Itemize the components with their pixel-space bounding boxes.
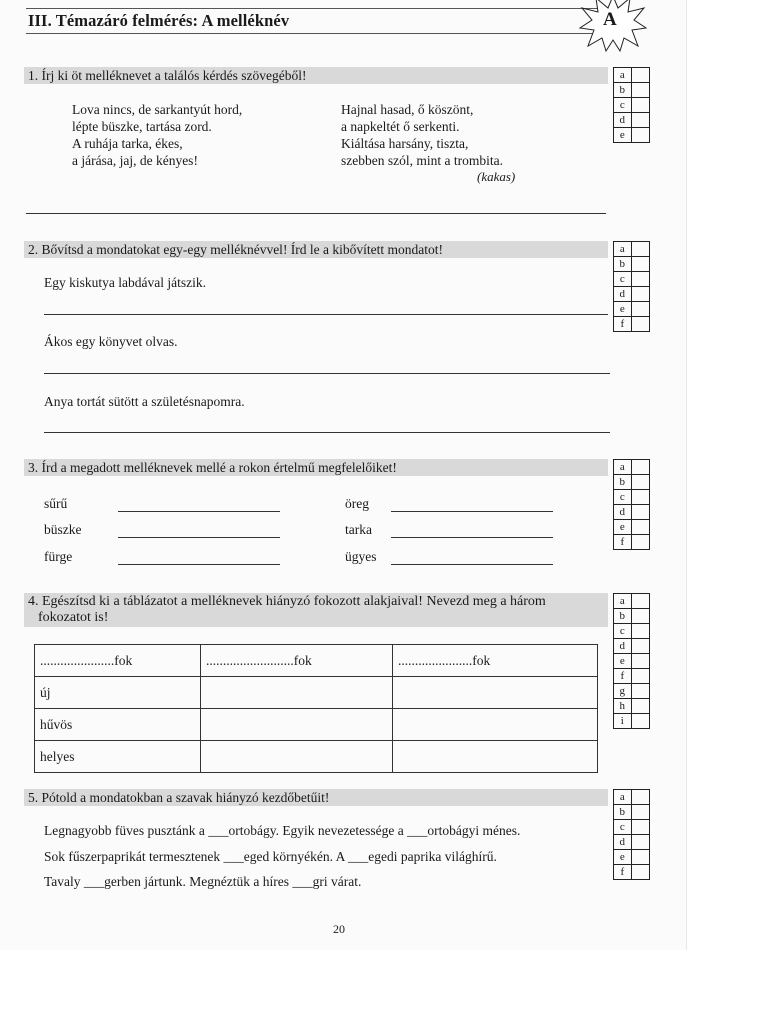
- score-row: [614, 684, 650, 699]
- score-letter: c: [614, 98, 632, 113]
- score-row: [614, 242, 650, 257]
- score-letter: a: [614, 68, 632, 83]
- score-letter: d: [614, 835, 632, 850]
- poem-line: szebben szól, mint a trombita.: [341, 153, 503, 168]
- sentence: Ákos egy könyvet olvas.: [44, 334, 178, 349]
- table-row: [35, 677, 598, 709]
- answer-line[interactable]: [118, 511, 280, 512]
- task-5-score-box: [613, 789, 650, 880]
- score-cell[interactable]: [631, 790, 649, 805]
- score-row: [614, 639, 650, 654]
- task-2-prompt: 2. Bővítsd a mondatokat egy-egy melléknévvel! Írd le a kibővített mondatot!: [24, 241, 608, 258]
- score-cell[interactable]: [631, 475, 649, 490]
- table-header-row: [35, 645, 598, 677]
- score-cell[interactable]: [631, 639, 649, 654]
- score-row: [614, 287, 650, 302]
- degree-header-cell[interactable]: ......................fok: [35, 645, 201, 677]
- score-letter: c: [614, 272, 632, 287]
- poem-line: Lova nincs, de sarkantyút hord,: [72, 102, 243, 117]
- task-4-prompt: [24, 593, 608, 627]
- score-cell[interactable]: [631, 520, 649, 535]
- score-row: [614, 302, 650, 317]
- adjective: ügyes: [345, 549, 377, 564]
- adjective: büszke: [44, 522, 82, 537]
- score-row: [614, 520, 650, 535]
- score-cell[interactable]: [631, 490, 649, 505]
- degree-header-cell[interactable]: ......................fok: [393, 645, 598, 677]
- score-letter: f: [614, 317, 632, 332]
- score-cell[interactable]: [631, 257, 649, 272]
- degree-header-cell[interactable]: ..........................fok: [201, 645, 393, 677]
- score-letter: e: [614, 128, 632, 143]
- score-cell[interactable]: [631, 669, 649, 684]
- poem-line: Kiáltása harsány, tiszta,: [341, 136, 469, 151]
- table-row: [35, 709, 598, 741]
- score-row: [614, 83, 650, 98]
- score-row: [614, 654, 650, 669]
- score-letter: e: [614, 850, 632, 865]
- score-letter: b: [614, 609, 632, 624]
- score-cell[interactable]: [631, 460, 649, 475]
- task-4-score-box: [613, 593, 650, 729]
- score-cell[interactable]: [631, 287, 649, 302]
- adjective: tarka: [345, 522, 372, 537]
- score-cell[interactable]: [631, 302, 649, 317]
- adjective-cell: helyes: [35, 741, 201, 773]
- poem-line: Hajnal hasad, ő köszönt,: [341, 102, 474, 117]
- score-row: [614, 820, 650, 835]
- score-cell[interactable]: [631, 865, 649, 880]
- score-row: [614, 790, 650, 805]
- score-row: [614, 98, 650, 113]
- adjective: sűrű: [44, 496, 68, 511]
- score-cell[interactable]: [631, 535, 649, 550]
- score-letter: h: [614, 699, 632, 714]
- task-3-prompt: 3. Írd a megadott melléknevek mellé a rokon értelmű megfelelőiket!: [24, 459, 608, 476]
- score-row: [614, 128, 650, 143]
- score-cell[interactable]: [631, 714, 649, 729]
- answer-cell[interactable]: [393, 709, 598, 741]
- score-row: [614, 835, 650, 850]
- task-4-prompt-line2: fokozatot is!: [38, 610, 109, 625]
- score-letter: a: [614, 594, 632, 609]
- adjective-cell: új: [35, 677, 201, 709]
- poem-line: a járása, jaj, de kényes!: [72, 153, 198, 168]
- task-2-score-box: [613, 241, 650, 332]
- score-row: [614, 850, 650, 865]
- score-letter: e: [614, 654, 632, 669]
- answer-line[interactable]: [44, 314, 608, 315]
- score-row: [614, 490, 650, 505]
- score-letter: c: [614, 820, 632, 835]
- sentence: Anya tortát sütött a születésnapomra.: [44, 394, 245, 409]
- score-cell[interactable]: [631, 317, 649, 332]
- score-cell[interactable]: [631, 113, 649, 128]
- score-letter: d: [614, 505, 632, 520]
- score-row: [614, 475, 650, 490]
- page-number: 20: [333, 922, 345, 936]
- score-cell[interactable]: [631, 624, 649, 639]
- score-row: [614, 714, 650, 729]
- score-cell[interactable]: [631, 699, 649, 714]
- score-row: [614, 535, 650, 550]
- score-letter: a: [614, 460, 632, 475]
- adjective: fürge: [44, 549, 73, 564]
- header-rule-bottom: [26, 33, 598, 34]
- score-cell[interactable]: [631, 850, 649, 865]
- score-letter: b: [614, 475, 632, 490]
- answer-line[interactable]: [118, 564, 280, 565]
- adjective: öreg: [345, 496, 369, 511]
- answer-cell[interactable]: [201, 741, 393, 773]
- score-letter: g: [614, 684, 632, 699]
- sentence[interactable]: Sok fűszerpaprikát termesztenek ___eged környékén. A ___egedi paprika világhírű.: [44, 849, 497, 864]
- score-cell[interactable]: [631, 98, 649, 113]
- score-row: [614, 272, 650, 287]
- answer-cell[interactable]: [201, 709, 393, 741]
- score-cell[interactable]: [631, 684, 649, 699]
- page-title: III. Témazáró felmérés: A melléknév: [28, 11, 290, 30]
- score-cell[interactable]: [631, 68, 649, 83]
- score-letter: f: [614, 535, 632, 550]
- score-letter: i: [614, 714, 632, 729]
- poem-right: [341, 101, 503, 169]
- header-rule-top: [26, 8, 598, 9]
- score-cell[interactable]: [631, 272, 649, 287]
- answer-line[interactable]: [44, 373, 610, 374]
- score-row: [614, 317, 650, 332]
- sentence[interactable]: Tavaly ___gerben jártunk. Megnéztük a híres ___gri várat.: [44, 874, 362, 889]
- score-row: [614, 594, 650, 609]
- score-letter: e: [614, 302, 632, 317]
- score-cell[interactable]: [631, 83, 649, 98]
- adjective-cell: hűvös: [35, 709, 201, 741]
- score-letter: d: [614, 113, 632, 128]
- table-row: [35, 741, 598, 773]
- score-row: [614, 68, 650, 83]
- poem-attribution: (kakas): [477, 169, 516, 184]
- answer-line[interactable]: [118, 537, 280, 538]
- answer-line[interactable]: [391, 537, 553, 538]
- score-cell[interactable]: [631, 128, 649, 143]
- score-letter: b: [614, 83, 632, 98]
- score-row: [614, 113, 650, 128]
- score-row: [614, 624, 650, 639]
- score-letter: e: [614, 520, 632, 535]
- answer-line[interactable]: [391, 564, 553, 565]
- score-row: [614, 669, 650, 684]
- score-row: [614, 609, 650, 624]
- poem-line: lépte büszke, tartása zord.: [72, 119, 212, 134]
- score-cell[interactable]: [631, 242, 649, 257]
- score-letter: f: [614, 865, 632, 880]
- poem-line: A ruhája tarka, ékes,: [72, 136, 183, 151]
- score-letter: f: [614, 669, 632, 684]
- answer-line[interactable]: [391, 511, 553, 512]
- score-row: [614, 460, 650, 475]
- score-cell[interactable]: [631, 594, 649, 609]
- comparison-table: [34, 644, 598, 773]
- task-5-prompt: 5. Pótold a mondatokban a szavak hiányzó kezdőbetűit!: [24, 789, 608, 806]
- score-cell[interactable]: [631, 609, 649, 624]
- score-letter: a: [614, 242, 632, 257]
- score-cell[interactable]: [631, 505, 649, 520]
- score-letter: a: [614, 790, 632, 805]
- answer-cell[interactable]: [201, 677, 393, 709]
- score-letter: d: [614, 639, 632, 654]
- answer-line[interactable]: [44, 432, 610, 433]
- task-4-prompt-line1: 4. Egészítsd ki a táblázatot a melléknevek hiányzó fokozott alakjaival! Nevezd meg a három: [28, 594, 546, 609]
- answer-cell[interactable]: [393, 677, 598, 709]
- task-1-score-box: [613, 67, 650, 143]
- task-1-prompt: 1. Írj ki öt melléknevet a találós kérdés szövegéből!: [24, 67, 608, 84]
- score-cell[interactable]: [631, 820, 649, 835]
- score-row: [614, 505, 650, 520]
- score-row: [614, 257, 650, 272]
- score-row: [614, 805, 650, 820]
- answer-line[interactable]: [26, 213, 606, 214]
- poem-left: [72, 101, 242, 169]
- score-letter: c: [614, 490, 632, 505]
- sentence: Egy kiskutya labdával játszik.: [44, 275, 206, 290]
- score-cell[interactable]: [631, 835, 649, 850]
- poem-line: a napkeltét ő serkenti.: [341, 119, 460, 134]
- answer-cell[interactable]: [393, 741, 598, 773]
- score-cell[interactable]: [631, 805, 649, 820]
- score-letter: b: [614, 805, 632, 820]
- sentence[interactable]: Legnagyobb füves pusztánk a ___ortobágy. Egyik nevezetessége a ___ortobágyi ménes.: [44, 823, 521, 838]
- task-3-score-box: [613, 459, 650, 550]
- score-row: [614, 865, 650, 880]
- score-row: [614, 699, 650, 714]
- score-letter: c: [614, 624, 632, 639]
- score-letter: b: [614, 257, 632, 272]
- score-cell[interactable]: [631, 654, 649, 669]
- score-letter: d: [614, 287, 632, 302]
- version-letter: A: [603, 9, 617, 30]
